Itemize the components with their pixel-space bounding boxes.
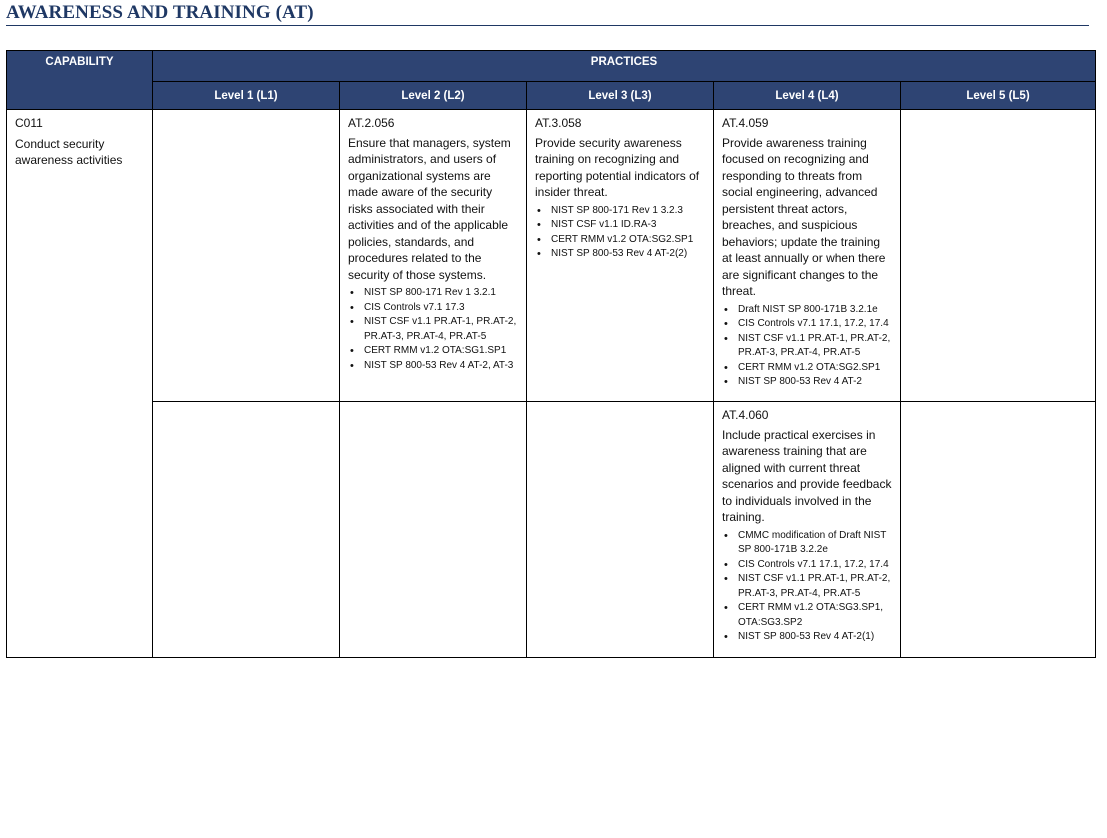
capability-header: CAPABILITY (7, 51, 153, 110)
level-1-cell (153, 402, 340, 658)
level-1-cell (153, 110, 340, 402)
level-1-header: Level 1 (L1) (153, 82, 340, 110)
reference-item: • CIS Controls v7.1 17.3 (364, 301, 519, 316)
practice-id: AT.3.058 (535, 116, 582, 130)
level-4-cell (714, 402, 901, 658)
level-5-cell (901, 110, 1096, 402)
reference-list (348, 286, 519, 373)
table-row (7, 402, 1096, 658)
capability-name: Conduct security awareness activities (15, 136, 123, 167)
practices-header: PRACTICES (153, 51, 1096, 82)
reference-item: • CIS Controls v7.1 17.1, 17.2, 17.4 (738, 558, 893, 573)
reference-item: • NIST SP 800-171 Rev 1 3.2.3 (551, 204, 706, 219)
reference-item: • CERT RMM v1.2 OTA:SG3.SP1, OTA:SG3.SP2 (738, 601, 893, 630)
page-title: AWARENESS AND TRAINING (AT) (6, 2, 314, 23)
practice-description: Provide awareness training focused on recognizing and responding to threats from social engineering, advanced persistent threat actors, breaches, and suspicious behaviors; update the training at least annually or when there are significant changes to the threat. (722, 135, 886, 298)
level-2-cell (340, 110, 527, 402)
reference-item: • NIST CSF v1.1 PR.AT-1, PR.AT-2, PR.AT-3, PR.AT-4, PR.AT-5 (738, 332, 893, 361)
level-3-cell (527, 110, 714, 402)
reference-list (535, 204, 706, 262)
capability-id: C011 (15, 116, 43, 130)
level-3-header: Level 3 (L3) (527, 82, 714, 110)
level-4-header: Level 4 (L4) (714, 82, 901, 110)
capability-cell (7, 110, 153, 658)
reference-item: • Draft NIST SP 800-171B 3.2.1e (738, 303, 893, 318)
reference-list (722, 303, 893, 390)
practice-id: AT.4.059 (722, 116, 769, 130)
level-5-cell (901, 402, 1096, 658)
title-underline (6, 25, 1089, 26)
level-5-header: Level 5 (L5) (901, 82, 1096, 110)
level-3-cell (527, 402, 714, 658)
reference-item: • NIST SP 800-53 Rev 4 AT-2, AT-3 (364, 359, 519, 374)
reference-item: • CMMC modification of Draft NIST SP 800-171B 3.2.2e (738, 529, 893, 558)
practice-id: AT.4.060 (722, 408, 769, 422)
level-4-cell (714, 110, 901, 402)
practices-table (6, 50, 1096, 658)
reference-item: • NIST CSF v1.1 PR.AT-1, PR.AT-2, PR.AT-3, PR.AT-4, PR.AT-5 (364, 315, 519, 344)
level-2-header: Level 2 (L2) (340, 82, 527, 110)
reference-item: • CERT RMM v1.2 OTA:SG1.SP1 (364, 344, 519, 359)
level-2-cell (340, 402, 527, 658)
practice-description: Include practical exercises in awareness training that are aligned with current threat scenarios and provide feedback to individuals involved in the training. (722, 427, 892, 524)
reference-item: • NIST SP 800-171 Rev 1 3.2.1 (364, 286, 519, 301)
practice-id: AT.2.056 (348, 116, 395, 130)
reference-item: • CERT RMM v1.2 OTA:SG2.SP1 (551, 233, 706, 248)
reference-item: • NIST SP 800-53 Rev 4 AT-2 (738, 375, 893, 390)
reference-item: • NIST SP 800-53 Rev 4 AT-2(2) (551, 247, 706, 262)
reference-item: • CERT RMM v1.2 OTA:SG2.SP1 (738, 361, 893, 376)
reference-item: • NIST SP 800-53 Rev 4 AT-2(1) (738, 630, 893, 645)
practice-description: Provide security awareness training on recognizing and reporting potential indicators of insider threat. (535, 135, 700, 199)
reference-item: • NIST CSF v1.1 ID.RA-3 (551, 218, 706, 233)
reference-item: • NIST CSF v1.1 PR.AT-1, PR.AT-2, PR.AT-3, PR.AT-4, PR.AT-5 (738, 572, 893, 601)
reference-list (722, 529, 893, 645)
table-row (7, 110, 1096, 402)
reference-item: • CIS Controls v7.1 17.1, 17.2, 17.4 (738, 317, 893, 332)
practice-description: Ensure that managers, system administrators, and users of organizational systems are made aware of the security risks associated with their activities and of the applicable policies, standards, and procedures related to the security of those systems. (348, 135, 511, 282)
